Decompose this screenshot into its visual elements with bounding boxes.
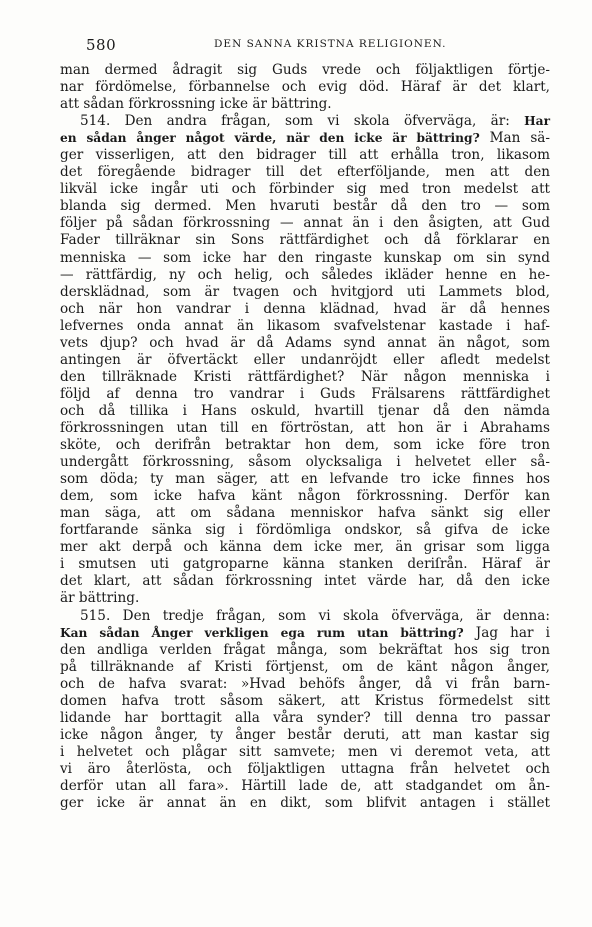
text-segment: Jag har i <box>463 624 550 641</box>
text-line: i smutsen uti gatgroparne känna stanken deriſrån. Häraf är <box>60 556 550 573</box>
text-line: nar fördömelse, förbannelse och evig död. Häraf är det klart, <box>60 79 550 96</box>
text-line: ger icke är annat än en dikt, som blifvit antagen i stället <box>60 795 550 812</box>
text-line: lefvernes onda annat än likasom svafvelstenar kastade i haf- <box>60 317 550 334</box>
text-line: ger visserligen, att den bidrager till att erhålla tron, likasom <box>60 147 550 164</box>
text-line: är bättring. <box>60 590 140 607</box>
text-line: vets djup? och hvad är då Adams synd annat än något, som <box>60 334 550 351</box>
bold-question-text: en sådan ånger något värde, när den icke är bättring? <box>60 131 480 146</box>
text-line: på tillräknande af Kristi förtjenst, om de känt någon ånger, <box>60 658 550 675</box>
text-line: som döda; ty man säger, att en lefvande tro icke finnes hos <box>60 471 550 488</box>
text-line: förkrossningen utan till en förtröstan, att hon är i Abrahams <box>60 419 550 436</box>
text-line: derför utan all fara». Härtill lade de, att stadgandet om ån- <box>60 777 550 794</box>
text-line: den tillräknade Kristi rättfärdighet? När någon menniska i <box>60 368 550 385</box>
text-line: det föregående bidrager till det efterföljande, men att den <box>60 164 550 181</box>
text-line: följd af denna tro vandrar i Guds Frälsarens rättfärdighet <box>60 385 550 402</box>
text-line: Fader tillräknar sin Sons rättfärdighet och då förklarar en <box>60 232 550 249</box>
text-line: antingen är öfvertäckt eller undanröjdt eller afledt medelst <box>60 351 550 368</box>
text-segment: Man sä- <box>479 130 550 147</box>
text-segment: 514. Den andra frågan, som vi skola öfverväga, är: <box>80 113 525 130</box>
text-line: den andliga verlden frågat många, som bekräftat hos sig tron <box>60 641 550 658</box>
page-number: 580 <box>86 36 117 54</box>
page-header <box>64 36 548 58</box>
text-line: fortfarande sänka sig i fördömliga ondskor, så gifva de icke <box>60 522 550 539</box>
text-line: menniska — som icke har den ringaste kunskap om sin synd <box>60 249 550 266</box>
text-line: icke någon ånger, ty ånger består deruti, att man kastar sig <box>60 726 550 743</box>
text-line: mer akt derpå och känna dem icke mer, än grisar som ligga <box>60 539 550 556</box>
text-line: dersklädnad, som är tvagen och hvitgjord uti Lammets blod, <box>60 283 550 300</box>
text-line: vi äro återlösta, och följaktligen uttagna från helvetet och <box>60 760 550 777</box>
text-line <box>60 113 550 130</box>
text-line: man säga, att om sådana menniskor hafva sänkt sig eller <box>60 505 550 522</box>
text-line: dem, som icke hafva känt någon förkrossning. Derför kan <box>60 488 550 505</box>
text-line: — rättfärdig, ny och helig, och således ikläder henne en he- <box>60 266 550 283</box>
text-line: domen hafva trott såsom säkert, att Kristus förmedelst sitt <box>60 692 550 709</box>
text-line: i helvetet och plågar sitt samvete; men vi deremot veta, att <box>60 743 550 760</box>
running-title: DEN SANNA KRISTNA RELIGIONEN. <box>214 38 447 50</box>
bold-question-text: Kan sådan Ånger verkligen ega rum utan bättring? <box>60 625 464 640</box>
text-line <box>60 130 550 147</box>
text-line: 515. Den tredje frågan, som vi skola öfverväga, är denna: <box>80 607 550 624</box>
text-line: och när hon vandrar i denna klädnad, hvad är då hennes <box>60 300 550 317</box>
text-line: följer på sådan förkrossning — annat än i den åsigten, att Gud <box>60 215 550 232</box>
text-line: man dermed ådragit sig Guds vrede och följaktligen förtje- <box>60 62 550 78</box>
text-line: sköte, och derifrån betraktar hon dem, som icke före tron <box>60 437 550 454</box>
text-line <box>60 625 550 642</box>
body-text <box>60 62 550 812</box>
text-line: undergått förkrossning, såsom olycksaliga i helvetet eller så- <box>60 454 550 471</box>
text-line: det klart, att sådan förkrossning intet värde har, då den icke <box>60 573 550 590</box>
text-line: likväl icke ingår uti och förbinder sig med tron medelst att <box>60 181 550 198</box>
text-line: och de hafva svarat: »Hvad behöfs ånger, då vi från barn- <box>60 675 550 692</box>
text-line: lidande har borttagit alla våra synder? till denna tro passar <box>60 709 550 726</box>
text-line: och då tillika i Hans oskuld, hvartill tjenar då den nämda <box>60 402 550 419</box>
text-line: att sådan förkrossning icke är bättring. <box>60 96 332 113</box>
text-line: blanda sig dermed. Men hvaruti består då den tro — som <box>60 198 550 215</box>
bold-question-text: Har <box>524 114 550 129</box>
